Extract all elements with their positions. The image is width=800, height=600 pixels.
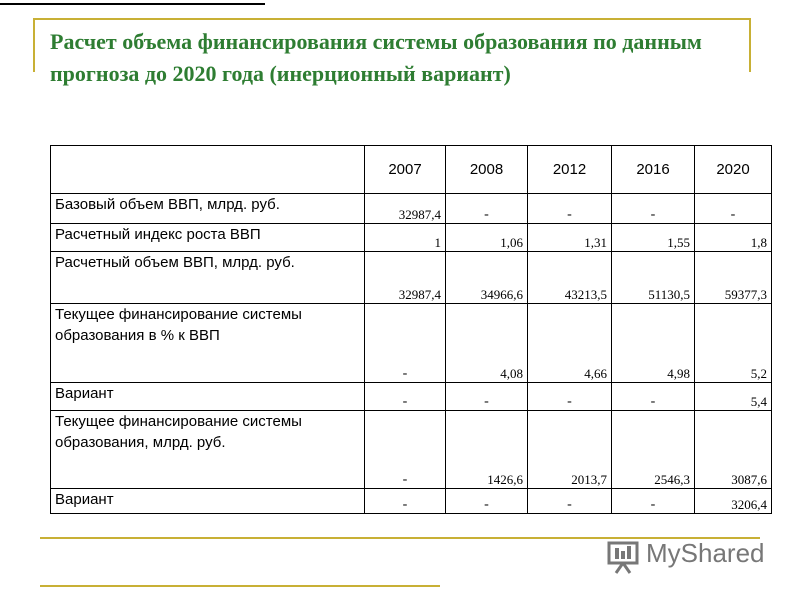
year-header: 2012 — [528, 146, 612, 194]
row-label: Базовый объем ВВП, млрд. руб. — [51, 194, 365, 224]
table-cell: - — [446, 194, 528, 224]
table-row — [51, 411, 772, 489]
table-cell: 34966,6 — [446, 252, 528, 304]
table-cell: 43213,5 — [528, 252, 612, 304]
table-cell: - — [365, 383, 446, 411]
table-row — [51, 489, 772, 514]
table-cell: - — [446, 489, 528, 514]
table-cell: 3087,6 — [695, 411, 772, 489]
table-row — [51, 252, 772, 304]
table-cell: 4,08 — [446, 304, 528, 383]
table-row — [51, 194, 772, 224]
table-cell: - — [365, 489, 446, 514]
table-cell: 2013,7 — [528, 411, 612, 489]
financing-table — [50, 145, 772, 514]
table-cell: 32987,4 — [365, 194, 446, 224]
year-header: 2007 — [365, 146, 446, 194]
table-cell: 51130,5 — [612, 252, 695, 304]
table-cell: 1426,6 — [446, 411, 528, 489]
table-cell: - — [612, 194, 695, 224]
table-cell: 32987,4 — [365, 252, 446, 304]
table-cell: 5,2 — [695, 304, 772, 383]
row-label: Текущее финансирование системы образования в % к ВВП — [51, 304, 365, 383]
header-empty-cell — [51, 146, 365, 194]
row-label: Текущее финансирование системы образования, млрд. руб. — [51, 411, 365, 489]
table-cell: - — [528, 383, 612, 411]
slide-title: Расчет объема финансирования системы образования по данным прогноза до 2020 года (инерционный вариант) — [50, 29, 702, 86]
year-header: 2020 — [695, 146, 772, 194]
row-label: Расчетный объем ВВП, млрд. руб. — [51, 252, 365, 304]
year-header: 2008 — [446, 146, 528, 194]
frame-line-top — [33, 18, 751, 20]
myshared-watermark — [606, 538, 766, 574]
table-cell: - — [446, 383, 528, 411]
top-rule — [0, 3, 265, 5]
table-cell: 1,31 — [528, 224, 612, 252]
table-cell: 2546,3 — [612, 411, 695, 489]
table-cell: 1,8 — [695, 224, 772, 252]
table-row — [51, 304, 772, 383]
row-label: Расчетный индекс роста ВВП — [51, 224, 365, 252]
table-cell: 1 — [365, 224, 446, 252]
table-cell: 4,66 — [528, 304, 612, 383]
table-cell: 59377,3 — [695, 252, 772, 304]
watermark-text: MyShared — [646, 538, 765, 568]
frame-line-left — [33, 18, 35, 72]
bottom-rule-secondary — [40, 585, 440, 587]
table-cell: - — [612, 383, 695, 411]
table-cell: - — [528, 194, 612, 224]
table-row — [51, 224, 772, 252]
year-header: 2016 — [612, 146, 695, 194]
presentation-board-icon — [606, 540, 640, 579]
table-cell: - — [695, 194, 772, 224]
table-cell: - — [365, 304, 446, 383]
table-cell: 5,4 — [695, 383, 772, 411]
table-row — [51, 383, 772, 411]
row-label: Вариант — [51, 489, 365, 514]
table-cell: 1,55 — [612, 224, 695, 252]
table-cell: 4,98 — [612, 304, 695, 383]
row-label: Вариант — [51, 383, 365, 411]
table-cell: - — [365, 411, 446, 489]
table-cell: - — [528, 489, 612, 514]
table-cell: - — [612, 489, 695, 514]
table-header-row — [51, 146, 772, 194]
table-cell: 1,06 — [446, 224, 528, 252]
table-cell: 3206,4 — [695, 489, 772, 514]
